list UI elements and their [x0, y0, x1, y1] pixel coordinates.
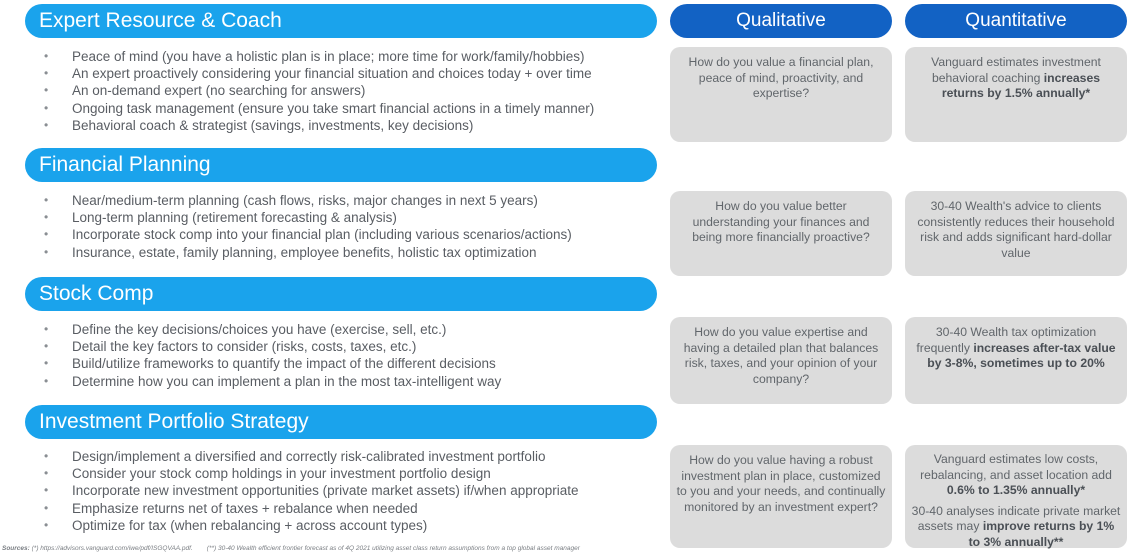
- list-item: • Optimize for tax (when rebalancing + across account types): [44, 517, 664, 534]
- quantitative-card-text: 30-40 analyses indicate private market assets may: [911, 503, 1121, 534]
- quantitative-card-highlight: improve returns by 1% to 3% annually**: [968, 519, 1115, 549]
- list-item: • An on-demand expert (no searching for answers): [44, 82, 664, 99]
- sources-label: Sources:: [2, 545, 30, 552]
- qualitative-card-investment: [670, 445, 892, 548]
- qualitative-card-text: How do you value a financial plan, peace of mind, proactivity, and expertise?: [688, 55, 874, 101]
- list-item: • Build/utilize frameworks to quantify the impact of the different decisions: [44, 355, 664, 372]
- investment-portfolio-bullets: [44, 448, 664, 534]
- list-item: • Incorporate stock comp into your financial plan (including various scenarios/actions): [44, 226, 664, 243]
- list-item: • Peace of mind (you have a holistic plan is in place; more time for work/family/hobbies): [44, 48, 664, 65]
- quantitative-card-highlight: increases returns by 1.5% annually*: [941, 70, 1101, 101]
- section-title-financial-planning: Financial Planning: [25, 148, 657, 182]
- section-title-investment-portfolio: Investment Portfolio Strategy: [25, 405, 657, 439]
- list-item: • Long-term planning (retirement forecasting & analysis): [44, 209, 664, 226]
- qualitative-card-text: How do you value having a robust investment plan in place, customized to you and your needs, and continually monitored by an investment expert?: [676, 453, 886, 514]
- qualitative-card-planning: [670, 191, 892, 276]
- list-item: • Define the key decisions/choices you have (exercise, sell, etc.): [44, 321, 664, 338]
- quantitative-card-text: 30-40 Wealth's advice to clients consistently reduces their household risk and adds significant hard-dollar value: [917, 199, 1115, 260]
- quantitative-card-stock: [905, 317, 1127, 404]
- quantitative-card-text: Vanguard estimates low costs, rebalancing, and asset location add: [920, 452, 1112, 482]
- section-title-stock-comp: Stock Comp: [25, 277, 657, 311]
- qualitative-card-expert: [670, 47, 892, 142]
- expert-resource-bullets: [44, 48, 664, 134]
- list-item: • Incorporate new investment opportunities (private market assets) if/when appropriate: [44, 482, 664, 499]
- source-1: (*) https://advisors.vanguard.com/iwe/pdf/ISGQVAA.pdf.: [31, 545, 193, 552]
- quantitative-card-text: 30-40 Wealth tax optimization frequently: [916, 325, 1097, 355]
- quantitative-card-expert: [905, 47, 1127, 142]
- list-item: • Design/implement a diversified and correctly risk-calibrated investment portfolio: [44, 448, 664, 465]
- qualitative-header: Qualitative: [670, 4, 892, 38]
- source-2: (**) 30-40 Wealth efficient frontier forecast as of 4Q 2021 utilizing asset class return assumptions from a top global asset manager: [206, 545, 580, 552]
- quantitative-card-highlight: increases after-tax value by 3-8%, sometimes up to 20%: [927, 340, 1116, 371]
- sources-footer: [2, 545, 580, 552]
- quantitative-card-planning: [905, 191, 1127, 276]
- list-item: • An expert proactively considering your financial situation and choices today + over time: [44, 65, 664, 82]
- list-item: • Insurance, estate, family planning, employee benefits, holistic tax optimization: [44, 244, 664, 261]
- qualitative-card-text: How do you value expertise and having a detailed plan that balances risk, taxes, and your opinion of your company?: [683, 325, 879, 386]
- quantitative-card-investment: [905, 445, 1127, 548]
- list-item: • Behavioral coach & strategist (savings, investments, key decisions): [44, 117, 664, 134]
- qualitative-card-text: How do you value better understanding your finances and being more financially proactive?: [692, 199, 870, 245]
- section-title-expert-resource: Expert Resource & Coach: [25, 4, 657, 38]
- stock-comp-bullets: [44, 321, 664, 390]
- quantitative-header: Quantitative: [905, 4, 1127, 38]
- list-item: • Emphasize returns net of taxes + rebalance when needed: [44, 500, 664, 517]
- quantitative-card-text: Vanguard estimates investment behavioral coaching: [931, 55, 1101, 85]
- financial-planning-bullets: [44, 192, 664, 261]
- quantitative-card-paragraph: [911, 504, 1121, 551]
- list-item: • Near/medium-term planning (cash flows, risks, major changes in next 5 years): [44, 192, 664, 209]
- qualitative-card-stock: [670, 317, 892, 404]
- list-item: • Determine how you can implement a plan in the most tax-intelligent way: [44, 373, 664, 390]
- list-item: • Consider your stock comp holdings in your investment portfolio design: [44, 465, 664, 482]
- list-item: • Ongoing task management (ensure you take smart financial actions in a timely manner): [44, 100, 664, 117]
- quantitative-card-paragraph: [911, 452, 1121, 499]
- list-item: • Detail the key factors to consider (risks, costs, taxes, etc.): [44, 338, 664, 355]
- quantitative-card-highlight: 0.6% to 1.35% annually*: [946, 483, 1086, 498]
